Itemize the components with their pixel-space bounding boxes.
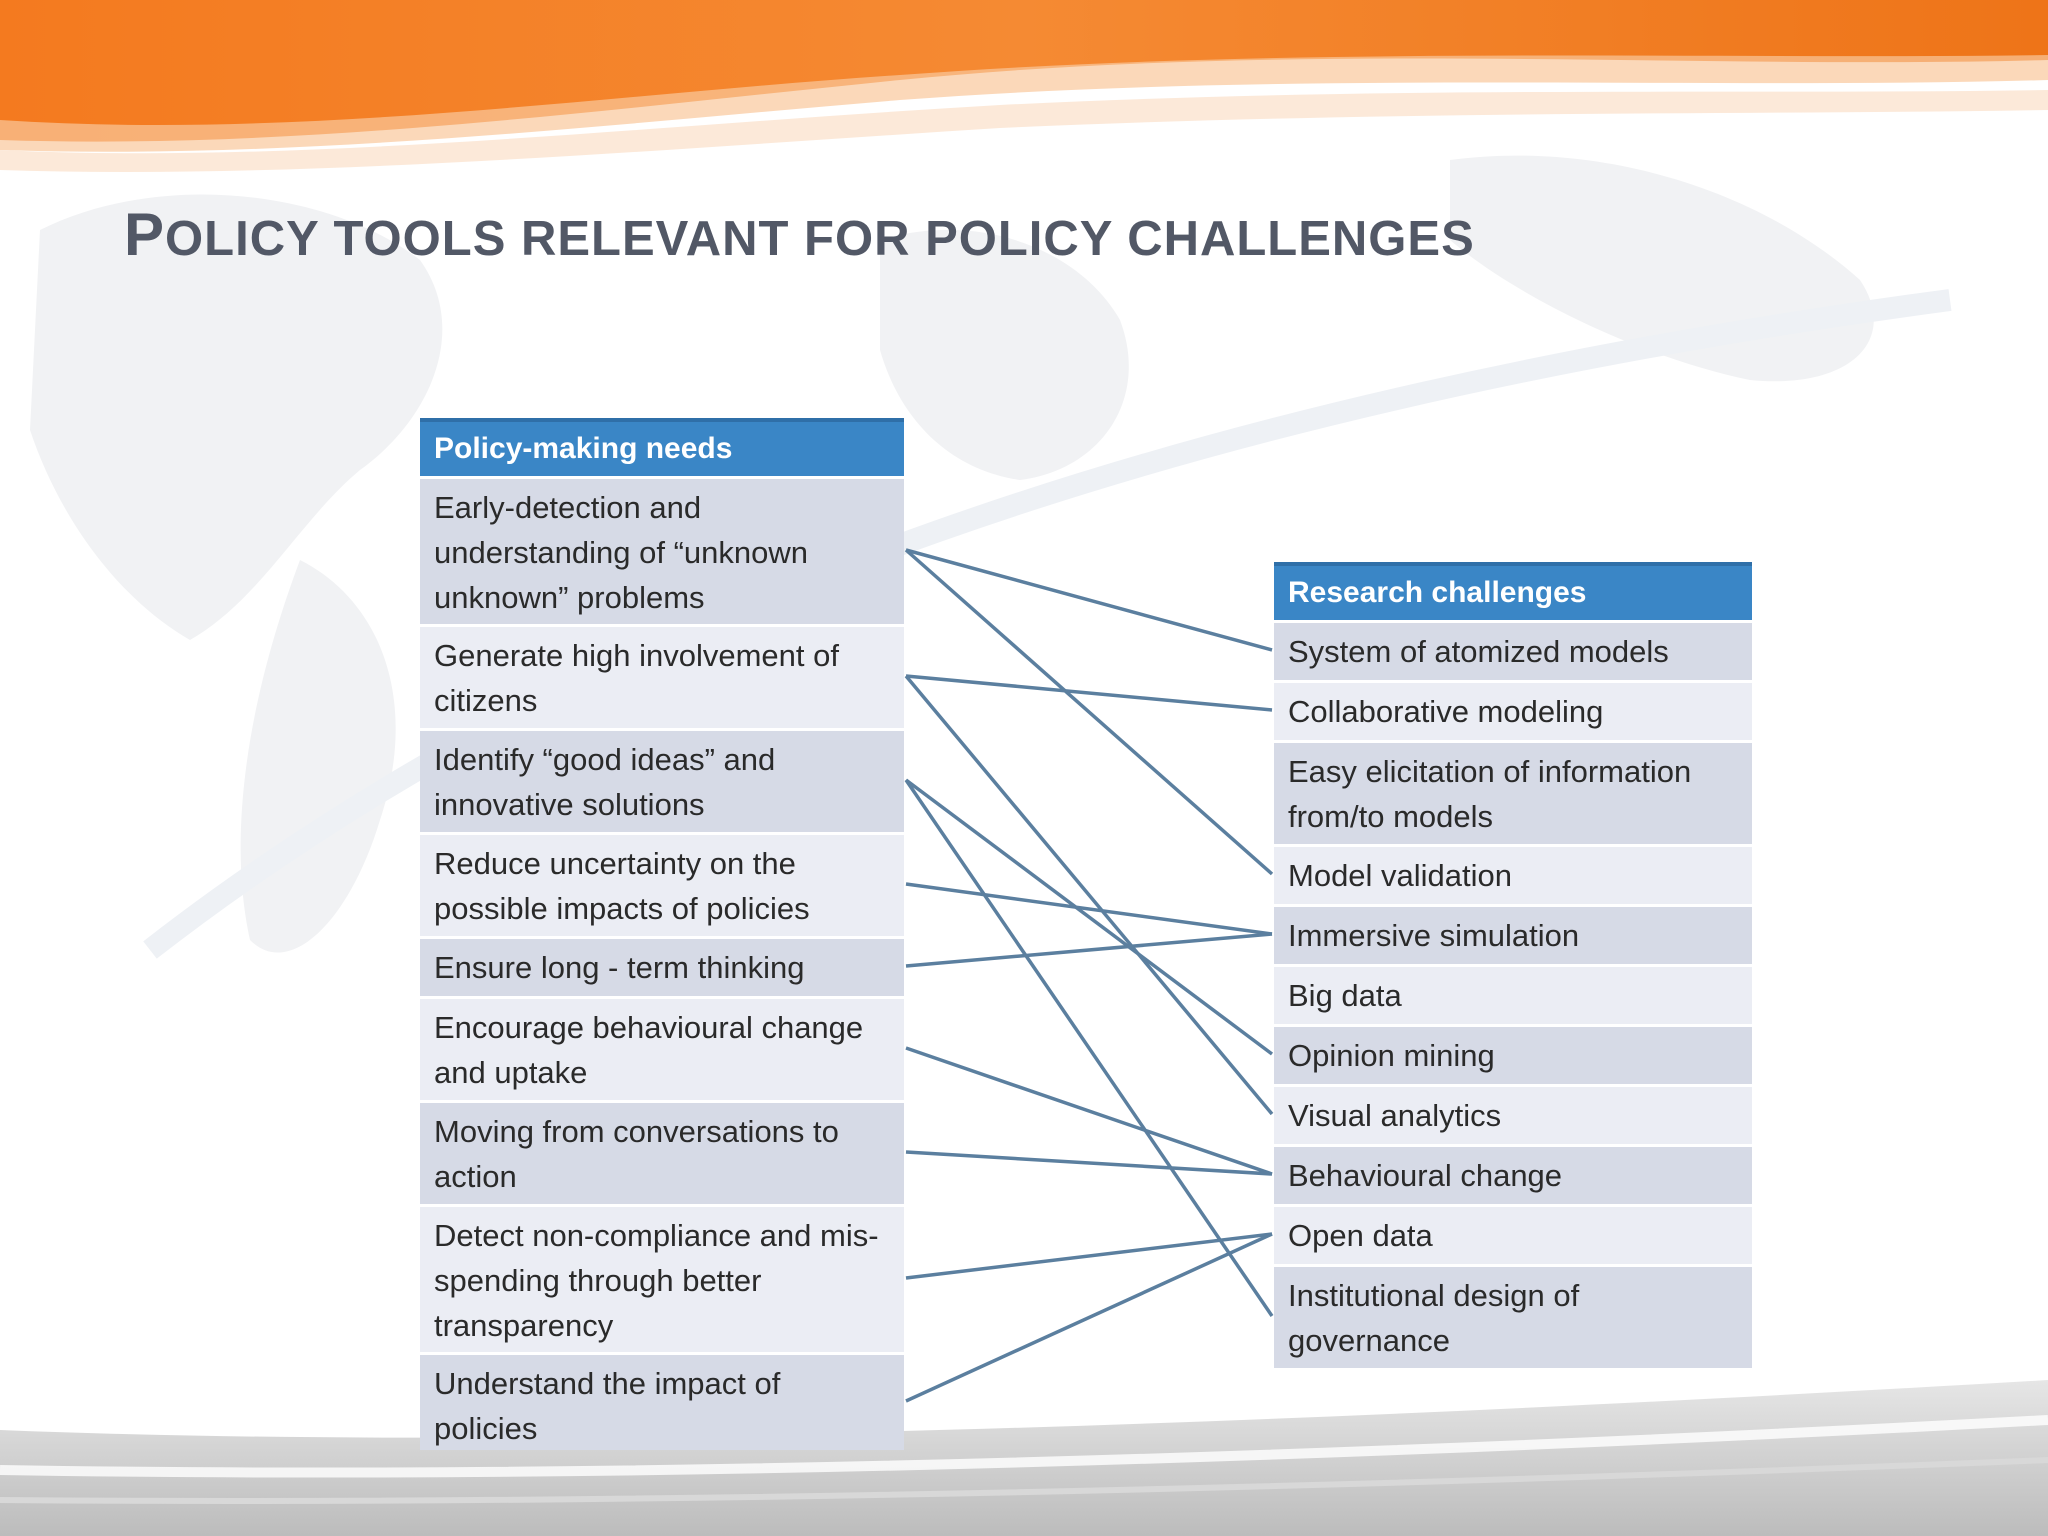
title-rest: OLICY TOOLS RELEVANT FOR POLICY CHALLENGES	[165, 212, 1475, 266]
policy-making-needs-table	[420, 418, 904, 1450]
need-row: Detect non-compliance and mis-spending through better transparency	[420, 1204, 904, 1352]
needs-table-header: Policy-making needs	[420, 418, 904, 476]
challenge-row: Institutional design of governance	[1274, 1264, 1752, 1368]
slide-title	[124, 200, 1964, 269]
need-row: Ensure long - term thinking	[420, 936, 904, 996]
challenge-row: Big data	[1274, 964, 1752, 1024]
challenge-row: Collaborative modeling	[1274, 680, 1752, 740]
challenge-row: Opinion mining	[1274, 1024, 1752, 1084]
challenge-row: Immersive simulation	[1274, 904, 1752, 964]
need-row: Reduce uncertainty on the possible impacts of policies	[420, 832, 904, 936]
challenge-row: Behavioural change	[1274, 1144, 1752, 1204]
need-row: Generate high involvement of citizens	[420, 624, 904, 728]
challenge-row: Easy elicitation of information from/to models	[1274, 740, 1752, 844]
challenge-row: Visual analytics	[1274, 1084, 1752, 1144]
need-row: Encourage behavioural change and uptake	[420, 996, 904, 1100]
challenge-row: Open data	[1274, 1204, 1752, 1264]
need-row: Moving from conversations to action	[420, 1100, 904, 1204]
need-row: Identify “good ideas” and innovative solutions	[420, 728, 904, 832]
title-first-letter: P	[124, 201, 166, 268]
research-challenges-table	[1274, 562, 1752, 1368]
need-row: Understand the impact of policies	[420, 1352, 904, 1450]
challenge-row: System of atomized models	[1274, 620, 1752, 680]
need-row: Early-detection and understanding of “unknown unknown” problems	[420, 476, 904, 624]
challenges-table-header: Research challenges	[1274, 562, 1752, 620]
challenge-row: Model validation	[1274, 844, 1752, 904]
